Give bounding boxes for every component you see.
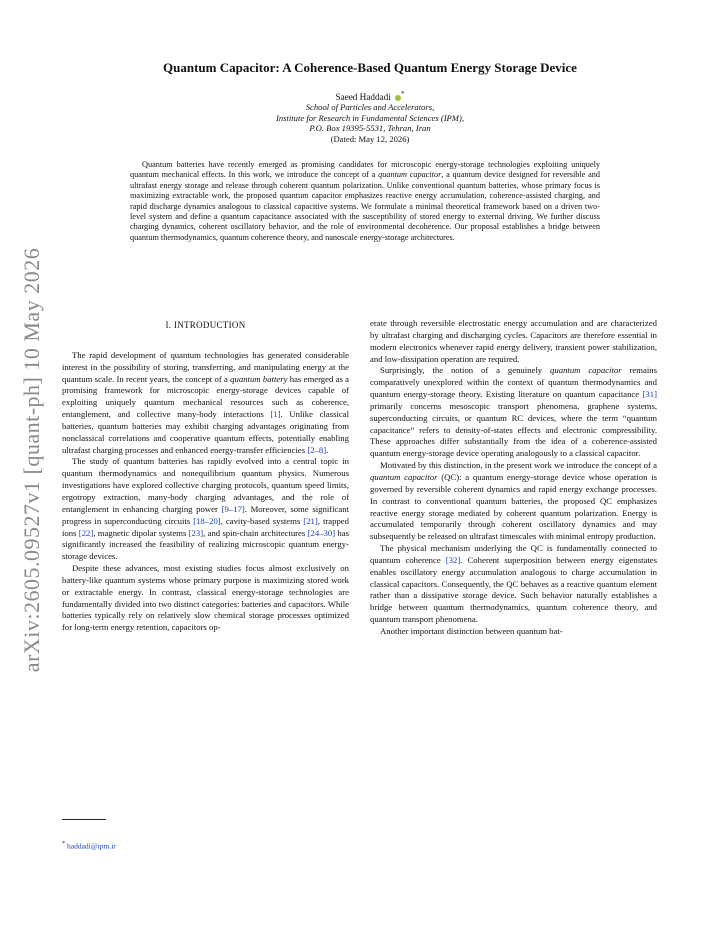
citation-link[interactable]: [18–20] <box>193 515 221 526</box>
footnote-mark: * <box>62 840 66 847</box>
author-name: Saeed Haddadi <box>335 91 391 102</box>
left-column <box>62 318 349 634</box>
abstract <box>130 160 600 243</box>
intro-paragraph-6: The physical mechanism underlying the QC is fundamentally connected to quantum coherence [32]. Coherent superposition between energy eigenstates enables oscillatory energy accumulation analogous to charge accumulation in classical capacitors. Consequently, the QC behaves as a reactive quantum element rather than a dissipative storage device. Such behavior naturally establishes a bridge between quantum thermodynamics, quantum coherence theory, and quantum transport phenomena. <box>370 543 657 625</box>
intro-paragraph-3-continued: erate through reversible electrostatic energy accumulation and are characterized by ultrafast charging and discharging cycles. Capacitors are therefore essential in modern electronics whenever rapid energy delivery, transient power stabilization, and low-dissipation operation are required. <box>370 318 657 364</box>
citation-link[interactable]: [2–8] <box>307 444 327 455</box>
footnote-rule <box>62 819 106 820</box>
affiliation-line-2: Institute for Research in Fundamental Sciences (IPM), <box>276 112 464 123</box>
citation-link[interactable]: [24–30] <box>307 527 336 538</box>
intro-paragraph-1: The rapid development of quantum technologies has generated considerable interest in the possibility of storing, transferring, and manipulating energy at the quantum scale. In recent years, the concept of a quantum battery has emerged as a promising framework for microscopic energy-storage devices capable of exploiting uniquely quantum mechanical resources such as coherence, entanglement, and collective many-body interactions [1]. Unlike classical batteries, quantum batteries may exhibit charging advantages originating from nonclassical correlations and cooperative quantum effects, potentially enabling ultrafast charging processes and enhanced energy-transfer efficiencies [2–8]. <box>62 349 349 455</box>
section-heading: I. INTRODUCTION <box>165 320 246 330</box>
affiliation-line-1: School of Particles and Accelerators, <box>305 102 435 113</box>
affiliation-line-3: P.O. Box 19395-5531, Tehran, Iran <box>309 123 431 134</box>
footnote <box>62 840 116 851</box>
citation-link[interactable]: [22] <box>78 527 94 538</box>
intro-paragraph-5: Motivated by this distinction, in the present work we introduce the concept of a quantum capacitor (QC): a quantum energy-storage device whose operation is governed by reversible coherent dynamics and rapid energy exchange processes. In contrast to conventional quantum batteries, the proposed QC emphasizes reactive energy storage mediated by coherent quantum polarization. Energy is accumulated temporarily through coherent oscillatory dynamics and may subsequently be released on ultrafast timescales with minimal entropy production. <box>370 460 657 542</box>
citation-link[interactable]: [21] <box>303 515 318 526</box>
intro-paragraph-4: Surprisingly, the notion of a genuinely quantum capacitor remains comparatively unexplored within the context of quantum thermodynamics and quantum energy-storage theory. Existing literature on quantum capacitance [31] primarily concerns mesoscopic transport phenomena, graphene systems, superconducting circuits, or quantum RC devices, where the term “quantum capacitance” refers to density-of-states effects and electronic compressibility. These approaches differ substantially from the idea of a coherence-assisted quantum energy-storage device operating analogously to a classical capacitor. <box>370 365 658 459</box>
author-block <box>60 89 680 144</box>
author-email-link[interactable]: haddadi@ipm.ir <box>67 841 116 851</box>
arxiv-identifier-stamp <box>12 240 52 680</box>
citation-link[interactable]: [1] <box>270 409 281 420</box>
intro-paragraph-7: Another important distinction between quantum bat- <box>380 625 563 636</box>
right-column <box>370 318 657 638</box>
citation-link[interactable]: [31] <box>642 389 657 400</box>
citation-link[interactable]: [9–17] <box>221 503 245 514</box>
dated-line: (Dated: May 12, 2026) <box>330 133 410 144</box>
intro-paragraph-2: The study of quantum batteries has rapidly evolved into a central topic in quantum thermodynamics and nonequilibrium quantum physics. Numerous investigations have explored collective charging protocols, quantum speed limits, ergotropy extraction, many-body charging advantages, and the role of entanglement in enhancing charging power [9–17]. Moreover, some significant progress in superconducting circuits [18–20], cavity-based systems [21], trapped ions [22], magnetic dipolar systems [23], and spin-chain architectures [24–30] has significantly increased the feasibility of realizing microscopic quantum energy-storage devices. <box>62 456 350 562</box>
author-line <box>60 89 680 102</box>
intro-paragraph-3: Despite these advances, most existing studies focus almost exclusively on battery-like quantum systems whose primary purpose is maximizing stored work or extractable energy. In contrast, classical energy-storage technologies are fundamentally divided into two distinct categories: batteries and capacitors. While batteries typically rely on relatively slow chemical storage processes optimized for long-term energy retention, capacitors op- <box>62 563 349 633</box>
abstract-text-1: Quantum batteries have recently emerged as promising candidates for microscopic energy-storage technologies exploiting uniquely quantum mechanical effects. In this work, we introduce the concept of a <box>130 160 600 180</box>
author-mark: * <box>400 90 405 98</box>
abstract-emphasis: quantum capacitor <box>378 170 442 180</box>
citation-link[interactable]: [23] <box>188 527 204 538</box>
abstract-text-2: , a quantum device designed for reversible and ultrafast energy storage and release through coherent quantum polarization. Unlike conventional quantum batteries, whose primary focus is maximizing extractable work, the proposed quantum capacitor emphasizes reactive energy accumulation, coherence-assisted charging, and rapid discharge dynamics analogous to classical capacitive systems. We formulate a minimal theoretical framework based on a driven two-level system and define a quantum capacitance associated with the susceptibility of stored energy to external driving. We further discuss charging dynamics, coherent oscillatory behavior, and the role of environmental decoherence. Our proposal establishes a bridge between quantum thermodynamics, quantum coherence theory, and nanoscale energy-storage architectures. <box>130 170 600 242</box>
arxiv-stamp-text: arXiv:2605.09527v1 [quant-ph] 10 May 2026 <box>19 247 45 673</box>
paper-title: Quantum Capacitor: A Coherence-Based Quantum Energy Storage Device <box>163 60 577 75</box>
citation-link[interactable]: [32] <box>445 554 461 565</box>
